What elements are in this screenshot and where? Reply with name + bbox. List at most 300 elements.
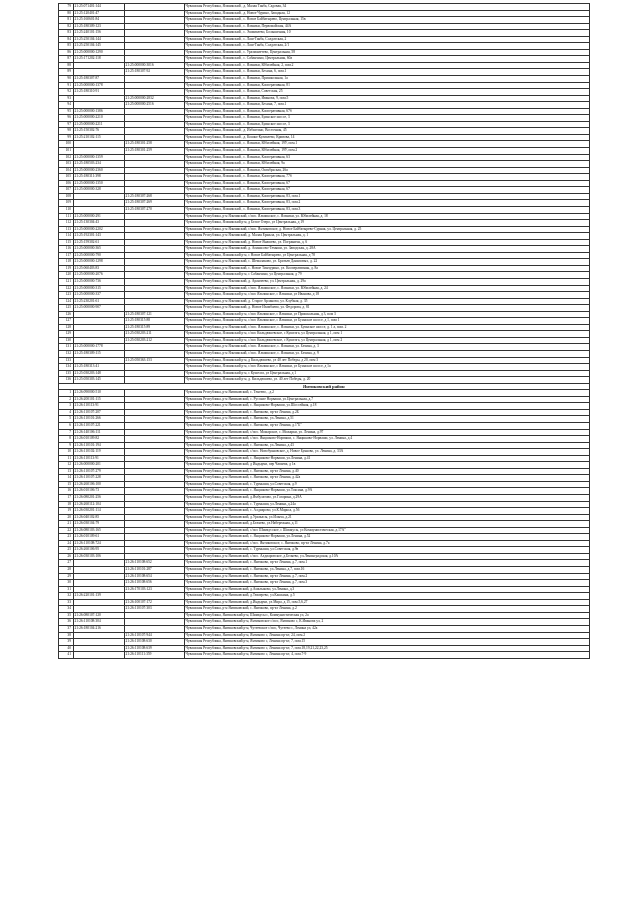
address: Чувашская Республика, р-н Яльчикский, д. Малая Ерыкла, ул. Центральная, д. 1 xyxy=(184,233,589,240)
row-number: 96 xyxy=(59,115,74,122)
land-cadastral-number: 21:25:000000:1290 xyxy=(73,49,124,56)
row-number: 121 xyxy=(59,278,74,285)
row-number: 33 xyxy=(59,599,74,606)
address: Чувашская Республика, Яльчикский р-н, с/пос Кильдюшевское, с Кушелга, ул Центральная, д 1, пом 1 xyxy=(184,331,589,338)
row-number: 106 xyxy=(59,180,74,187)
address: Чувашская Республика, р-н Янтиковский, с/пос. Можарское, с. Можарки, ул. Ленина, д.97 xyxy=(184,429,589,436)
building-cadastral-number: 21:25:180315:89 xyxy=(124,324,184,331)
land-cadastral-number: 21:25:159302:61 xyxy=(73,239,124,246)
address: Чувашская Республика, р-н Яльчикский, с. Новое Тинчурино, ул. Кооперативная, д. 8а xyxy=(184,265,589,272)
building-cadastral-number: 21:26:100107:172 xyxy=(124,599,184,606)
row-number: 103 xyxy=(59,161,74,168)
address: Чувашская Республика, Яльчикский , с. Яльчики, Кооперативная, 67 xyxy=(184,187,589,194)
row-number: 132 xyxy=(59,350,74,357)
land-cadastral-number: 21:25:160601:84 xyxy=(73,17,124,24)
land-cadastral-number: 21:26:110107:228 xyxy=(73,475,124,482)
address: Чувашская Республика, Яльчикский , с. Лаш-Таяба, Солдатская, 2/1 xyxy=(184,43,589,50)
row-number: 34 xyxy=(59,606,74,613)
address: Чувашская Республика, р-н Яльчикский, с/пос. Янтиковское, д. Новое Байбатырево-Сурняк, ул. Центральная, д. 25 xyxy=(184,226,589,233)
land-cadastral-number: 21:26:030201:114 xyxy=(73,508,124,515)
row-number: 83 xyxy=(59,30,74,37)
row-number: 6 xyxy=(59,423,74,430)
land-cadastral-number: 21:25:180503:234 xyxy=(73,161,124,168)
address: Чувашская Республика, р-н Янтиковский, с/пос. Янтиковское, с. Янтиково, пр-кт Ленина, д.7а xyxy=(184,540,589,547)
building-cadastral-number: 21:26:110107:303 xyxy=(124,606,184,613)
row-number: 18 xyxy=(59,501,74,508)
address: Чувашская Республика, Яльчикский р-н, д Кильдюшево, ул 40 лет Победы, д 20, пом 3 xyxy=(184,357,589,364)
land-cadastral-number: 21:26:200101:115 xyxy=(73,396,124,403)
row-number: 14 xyxy=(59,475,74,482)
land-cadastral-number: 21:25:230201:61 xyxy=(73,298,124,305)
building-cadastral-number: 21:25:180307:268 xyxy=(124,193,184,200)
address: Чувашская Республика, Яльчикский , с. Яльчики, Бехина, 7, пом.1 xyxy=(184,102,589,109)
row-number: 125 xyxy=(59,305,74,312)
address: Чувашская Республика, Яльчикский р-н, с/пос Кильдюшевское, с Кушелга, ул Центральная, д 1, пом 2 xyxy=(184,337,589,344)
land-cadastral-number: 21:26:140106:111 xyxy=(73,429,124,436)
row-number: 95 xyxy=(59,108,74,115)
address: Чувашская Республика, Яльчикский , с. Яльчики, Кооперативная, 77б xyxy=(184,174,589,181)
land-cadastral-number: 21:25:000000:365 xyxy=(73,246,124,253)
address: Чувашская Республика, Яльчикский , с. Яльчики, Юбилейная, 9а xyxy=(184,161,589,168)
land-cadastral-number: 21:25:000000:736 xyxy=(73,278,124,285)
address: Чувашская Республика, Яльчикский , с. Яльчики, Кооперативная, 63 xyxy=(184,154,589,161)
address: Чувашская Республика, Яльчикский р-н, с/пос Яльчикское, с Яльчики, ул Пришкольная, д 3, пом 3 xyxy=(184,311,589,318)
address: Чувашская Республика, Яльчикский , с. Сабанчино, Центральная, 60а xyxy=(184,56,589,63)
yantikovo-district-rows xyxy=(59,390,590,658)
address: Чувашская Республика, Яльчикский , с. Яльчики, Первомайская, 44А xyxy=(184,23,589,30)
address: Чувашская Республика, Яльчикский р-н, д Белое Озеро, ул Центральная, д 19 xyxy=(184,220,589,227)
land-cadastral-number: 21:25:000000:1350 xyxy=(73,180,124,187)
row-number: 98 xyxy=(59,128,74,135)
land-cadastral-number: 21:25:000000:1378 xyxy=(73,82,124,89)
address: Чувашская Республика, Яльчикский , с. Яльчики, Буинское шоссе, 3 xyxy=(184,121,589,128)
building-cadastral-number: 21:25:030203:211 xyxy=(124,331,184,338)
land-cadastral-number: 21:25:000000:790 xyxy=(73,252,124,259)
row-number: 81 xyxy=(59,17,74,24)
land-cadastral-number: 21:25:071401:144 xyxy=(73,4,124,11)
address: Чувашская Республика, р-н Янтиковский, с. Янтиково, ул.Ленина, д.7, пом.16 xyxy=(184,567,589,574)
row-number: 26 xyxy=(59,553,74,560)
land-cadastral-number xyxy=(73,652,124,659)
row-number: 126 xyxy=(59,311,74,318)
land-cadastral-number: 21:25:120401:47 xyxy=(73,10,124,17)
row-number: 112 xyxy=(59,220,74,227)
land-cadastral-number: 21:25:000000:291 xyxy=(73,213,124,220)
land-cadastral-number: 21:25:130304:43 xyxy=(73,220,124,227)
land-cadastral-number: 21:25:000000:315 xyxy=(73,285,124,292)
land-cadastral-number: 21:26:110108:724 xyxy=(73,540,124,547)
building-cadastral-number: 21:26:110108:656 xyxy=(124,580,184,587)
land-cadastral-number: 21:26:260106:95 xyxy=(73,547,124,554)
address: Чувашская Республика, Яльчикский , с. Яльчики, Иванова, 9, пом.5 xyxy=(184,95,589,102)
building-cadastral-number: 21:26:110108:654 xyxy=(124,573,184,580)
row-number: 104 xyxy=(59,167,74,174)
address: Чувашская Республика, р-н Яльчикский, с/пос. Яльчикское, с. Яльчики, ул. Бехина, д. 3 xyxy=(184,344,589,351)
address: Чувашская Республика, Янтиковский р-н, Янтиково с, Ленина пр-кт, 7, пом.15 xyxy=(184,639,589,646)
address: Чувашская Республика, Яльчикский , с. Новое Байбатырево, Центральная, 15в xyxy=(184,17,589,24)
row-number: 135 xyxy=(59,370,74,377)
row-number: 8 xyxy=(59,436,74,443)
address: Чувашская Республика, Яльчикский , с. Яльчики, Октябрьская, 26а xyxy=(184,167,589,174)
address: Чувашская Республика, р-н Янтиковский, с. Янтиково, пр-кт Ленина, д.42а xyxy=(184,475,589,482)
row-number: 99 xyxy=(59,134,74,141)
address: Чувашская Республика, р-н Янтиковский, с. Турмыши, ул.Советская, д.9 xyxy=(184,481,589,488)
address: Чувашская Республика, Яльчикский , д. Новое Чурино, Западная, 12 xyxy=(184,10,589,17)
registry-document xyxy=(58,3,584,659)
land-cadastral-number: 21:26:000000:201 xyxy=(73,462,124,469)
row-number: 9 xyxy=(59,442,74,449)
row-number: 10 xyxy=(59,449,74,456)
address: Чувашская Республика, р-н Янтиковский, с. Янтиково, пр-кт Ленина, д.7, пом.3 xyxy=(184,580,589,587)
land-cadastral-number: 21:25:171202:118 xyxy=(73,56,124,63)
row-number: 111 xyxy=(59,213,74,220)
building-cadastral-number: 21:25:180307:269 xyxy=(124,200,184,207)
row-number: 113 xyxy=(59,226,74,233)
land-cadastral-number: 21:26:010106:73 xyxy=(73,488,124,495)
row-number: 23 xyxy=(59,534,74,541)
row-number: 91 xyxy=(59,82,74,89)
row-number: 131 xyxy=(59,344,74,351)
table-row xyxy=(59,652,590,659)
row-number: 110 xyxy=(59,206,74,213)
address: Чувашская Республика, Яльчикский р-н, с/пос Яльчикское, с Яльчики, ул Буинское шоссе, д 1а xyxy=(184,364,589,371)
row-number: 117 xyxy=(59,252,74,259)
address: Чувашская Республика, р-н Янтиковский, с. Янтиково, пр-кт Ленина, д.7, пом.2 xyxy=(184,573,589,580)
land-cadastral-number: 21:26:010109:61 xyxy=(73,534,124,541)
row-number: 108 xyxy=(59,193,74,200)
address: Чувашская Республика, Янтиковский р-н, Янтиково с, Ленина пр-кт, 7, пом.18,19,21,22,23,25 xyxy=(184,645,589,652)
land-cadastral-number: 21:25:000000:1359 xyxy=(73,154,124,161)
land-cadastral-number: 21:26:080201:256 xyxy=(73,495,124,502)
row-number: 27 xyxy=(59,560,74,567)
row-number: 120 xyxy=(59,272,74,279)
row-number: 133 xyxy=(59,357,74,364)
address: Чувашская Республика, р-н Янтиковский, д.Уразкасы, ул.Илыча, д.21 xyxy=(184,514,589,521)
row-number: 29 xyxy=(59,573,74,580)
address: Чувашская Республика, р-н Яльчикский, д. Аранчеево, ул. Центральная, д. 29а xyxy=(184,278,589,285)
land-cadastral-number: 21:25:000000:1386 xyxy=(73,108,124,115)
address: Чувашская Республика, р-н Янтиковский, д.Индырчи, ул.Мира, д.15, пом.5,6,27 xyxy=(184,599,589,606)
address: Чувашская Республика, р-н Яльчикский, д. Старое Арланово, ул. Клубная, д. 35 xyxy=(184,298,589,305)
row-number: 114 xyxy=(59,233,74,240)
address: Чувашская Республика, Янтиковский р-н, Шимкусы с, Коммунистическая ул, 2а xyxy=(184,612,589,619)
land-cadastral-number: 21:26:010109:82 xyxy=(73,436,124,443)
row-number: 123 xyxy=(59,292,74,299)
address: Чувашская Республика, р-н Яльчикский, с/пос. Яльчикское, с. Яльчики, ул. Бехина, д. 9 xyxy=(184,350,589,357)
address: Чувашская Республика, р-н Янтиковский, с. Турмыши, ул.Ленина, д.24а xyxy=(184,501,589,508)
building-cadastral-number: 21:25:180301:259 xyxy=(124,148,184,155)
row-number: 32 xyxy=(59,593,74,600)
address: Чувашская Республика, Янтиковский р-н, Янтиково с, Ленина пр-кт, 24, пом.2 xyxy=(184,632,589,639)
row-number: 35 xyxy=(59,612,74,619)
row-number: 24 xyxy=(59,540,74,547)
row-number: 124 xyxy=(59,298,74,305)
address: Чувашская Республика, Яльчикский , с. Яльчики, Кооперативная, 81 xyxy=(184,82,589,89)
land-cadastral-number: 21:26:110108:304 xyxy=(73,619,124,626)
address: Чувашская Республика, р-н Янтиковский, с. Янтиково, пр-кт Ленина, д.2Б xyxy=(184,409,589,416)
row-number: 94 xyxy=(59,102,74,109)
address: Чувашская Республика, р-н Янтиковский, с. Тенеево, , д.2 xyxy=(184,390,589,397)
address: Чувашская Республика, р-н Янтиковский, с/пос Шимкусское, с Шимкусы, ул Коммунистическая, д.17А" xyxy=(184,527,589,534)
row-number: 36 xyxy=(59,619,74,626)
building-cadastral-number: 21:26:110107:944 xyxy=(124,632,184,639)
row-number: 101 xyxy=(59,148,74,155)
land-cadastral-number: 21:26:110101:194 xyxy=(73,442,124,449)
address: Чувашская Республика, Яльчикский , д. Малая Таяба, Садовая, 34 xyxy=(184,4,589,11)
building-cadastral-number: 21:26:110108:652 xyxy=(124,560,184,567)
row-number: 25 xyxy=(59,547,74,554)
row-number: 93 xyxy=(59,95,74,102)
address: Чувашская Республика, Яльчикский , с. Яльчики, Юбилейная, 19У, пом.1 xyxy=(184,141,589,148)
address: Чувашская Республика, Янтиковский р-н, Янтиково с, Ленина пр-кт, 4, пом.7-9 xyxy=(184,652,589,659)
section-title: Янтиковский район xyxy=(59,383,590,390)
row-number: 2 xyxy=(59,396,74,403)
land-cadastral-number: 21:25:000000:907 xyxy=(73,305,124,312)
land-cadastral-number: 21:26:110107:221 xyxy=(73,423,124,430)
row-number: 21 xyxy=(59,521,74,528)
building-cadastral-number: 21:26:110101:287 xyxy=(124,567,184,574)
land-cadastral-number: 21:25:000000:328 xyxy=(73,187,124,194)
land-cadastral-number: 21:25:150302:76 xyxy=(73,128,124,135)
land-cadastral-number: 21:25:060403:83 xyxy=(73,265,124,272)
row-number: 122 xyxy=(59,285,74,292)
address: Чувашская Республика, Яльчикский , д. Избахтино, Восточная, 45 xyxy=(184,128,589,135)
land-cadastral-number: 21:26:080107:120 xyxy=(73,612,124,619)
land-cadastral-number: 21:25:250104:144 xyxy=(73,36,124,43)
address: Чувашская Республика, Яльчикский , с. Яльчики, Кооперативная, 67 xyxy=(184,180,589,187)
land-cadastral-number: 21:25:210102:115 xyxy=(73,134,124,141)
address: Чувашская Республика, р-н Янтиковский, д Индырчи, пер Чапаева, д 1в xyxy=(184,462,589,469)
land-cadastral-number: 21:25:000000:2211 xyxy=(73,121,124,128)
land-cadastral-number: 21:25:000000:1778 xyxy=(73,344,124,351)
land-cadastral-number: 21:25:180310:91 xyxy=(73,89,124,96)
land-cadastral-number: 21:26:260112:104 xyxy=(73,501,124,508)
row-number: 107 xyxy=(59,187,74,194)
land-cadastral-number: 21:26:110107:279 xyxy=(73,468,124,475)
row-number: 16 xyxy=(59,488,74,495)
address: Чувашская Республика, р-н Яльчикский, д. Новое Изамбаево, ул. Федорова, д. 81 xyxy=(184,305,589,312)
land-cadastral-number: 21:25:240101:156 xyxy=(73,30,124,37)
address: Чувашская Республика, Яльчикский р-н, с Новое Байбатырево, ул Центральная, д 78 xyxy=(184,252,589,259)
land-cadastral-number: 21:25:180311:398 xyxy=(73,174,124,181)
address: Чувашская Республика, р-н Яльчикский, д. Новое Янашево, ул. Пограничн, д. 6 xyxy=(184,239,589,246)
row-number: 128 xyxy=(59,324,74,331)
address: Чувашская Республика, Яльчикский , с. Яльчики, Кооперативная, 83, пом.3 xyxy=(184,206,589,213)
row-number: 127 xyxy=(59,318,74,325)
row-number: 92 xyxy=(59,89,74,96)
row-number: 1 xyxy=(59,390,74,397)
address: Чувашская Республика, р-н Янтиковский, с. Русские Норваши, ул.Центральная, д.7 xyxy=(184,396,589,403)
property-registry-table xyxy=(58,3,590,659)
address: Чувашская Республика, р-н Янтиковский, с. Янцшково-Норваши, ул.Токсина, д.9А xyxy=(184,488,589,495)
row-number: 119 xyxy=(59,265,74,272)
land-cadastral-number: 21:25:030203:148 xyxy=(73,370,124,377)
address: Чувашская Республика, Яльчикский , с. Яльчики, Бехина, 6, пом.1 xyxy=(184,69,589,76)
row-number: 88 xyxy=(59,62,74,69)
address: Чувашская Республика, Яльчикский , с. Яльчики, Кооперативная, 83, пом.2 xyxy=(184,200,589,207)
row-number: 82 xyxy=(59,23,74,30)
row-number: 17 xyxy=(59,495,74,502)
building-cadastral-number: 21:25:000000:2516 xyxy=(124,102,184,109)
address: Чувашская Республика, р-н Янтиковский, с/пос. Алдиаровское, д.Беляево, ул.Ленинградская, д.10А xyxy=(184,553,589,560)
address: Чувашская Республика, р-н Янтиковский, с/пос. Новобуяновское, д. Новое Буяново, ул. Ленина, д. 33А xyxy=(184,449,589,456)
land-cadastral-number: 21:25:180309:115 xyxy=(73,350,124,357)
address: Чувашская Республика, р-н Янтиковский, с. Янтиково, ул.Ленина, д.51 xyxy=(184,416,589,423)
building-cadastral-number: 21:26:110111:359 xyxy=(124,652,184,659)
address: Чувашская Республика, р-н Яльчикский, с/пос. Яльчикское, с. Яльчики, ул. Юбилейная, д. 24 xyxy=(184,285,589,292)
building-cadastral-number: 21:25:180307:121 xyxy=(124,311,184,318)
land-cadastral-number: 21:25:000000:2076 xyxy=(73,272,124,279)
land-cadastral-number: 21:26:220101:139 xyxy=(73,593,124,600)
address: Чувашская Республика, р-н Янтиковский, д.Амалыково, ул.Ленина, д.3 xyxy=(184,586,589,593)
address: Чувашская Республика, Яльчикский р-н, с/пос Яльчикское, с Яльчики, ул Иванова, д 18 xyxy=(184,292,589,299)
row-number: 11 xyxy=(59,455,74,462)
row-number: 4 xyxy=(59,409,74,416)
address: Чувашская Республика, р-н Яльчикский, с/пос. Яльчикское, с. Яльчики, ул. Буинское шоссе, д. 1 а, пом. 2 xyxy=(184,324,589,331)
land-cadastral-number: 21:25:000000:2210 xyxy=(73,115,124,122)
address: Чувашская Республика, Янтиковский р-н, Чутеевское с/пос, Чутеево с, Ленина ул, 42а xyxy=(184,625,589,632)
land-cadastral-number: 21:25:250104:145 xyxy=(73,43,124,50)
address: Чувашская Республика, Яльчикский , с. Яльчики, Пришкольная, 1а xyxy=(184,76,589,83)
address: Чувашская Республика, Янтиковский р-н, Янтиковское с/пос, Янтиково с, К.Иванова ул, 2 xyxy=(184,619,589,626)
row-number: 118 xyxy=(59,259,74,266)
row-number: 31 xyxy=(59,586,74,593)
address: Чувашская Республика, Яльчикский , с. Яльчики, Кооперативная, 67б xyxy=(184,108,589,115)
address: Чувашская Республика, р-н Янтиковский, с. Янтиково, пр-кт Ленина, д.1"Б" xyxy=(184,423,589,430)
land-cadastral-number: 21:26:110113:91 xyxy=(73,455,124,462)
building-cadastral-number: 21:26:110108:639 xyxy=(124,645,184,652)
land-cadastral-number: 21:26:110102:119 xyxy=(73,449,124,456)
land-cadastral-number: 21:26:110107:207 xyxy=(73,409,124,416)
address: Чувашская Республика, Яльчикский , с. Яльчики, Кооперативная, 83, пом.1 xyxy=(184,193,589,200)
row-number: 105 xyxy=(59,174,74,181)
address: Чувашская Республика, р-н Янтиковский, с. Янцшково-Норваши, ул.Шоссейная, д.18 xyxy=(184,403,589,410)
row-number: 39 xyxy=(59,639,74,646)
land-cadastral-number: 21:25:180313:41 xyxy=(73,364,124,371)
row-number: 115 xyxy=(59,239,74,246)
address: Чувашская Республика, р-н Янтиковский, с. Янтиково, пр-кт Ленина, д.2 xyxy=(184,606,589,613)
land-cadastral-number: 21:25:180307:87 xyxy=(73,76,124,83)
row-number: 134 xyxy=(59,364,74,371)
address: Чувашская Республика, Яльчикский , с. Уразмаметево, Центральная, 58 xyxy=(184,49,589,56)
building-cadastral-number: 21:26:170103:123 xyxy=(124,586,184,593)
address: Чувашская Республика, р-н Янтиковский, с. Янцшково-Норваши, ул.Ленина, д.52 xyxy=(184,534,589,541)
row-number: 136 xyxy=(59,377,74,384)
row-number: 89 xyxy=(59,69,74,76)
building-cadastral-number: 21:25:000000:3016 xyxy=(124,62,184,69)
row-number: 102 xyxy=(59,154,74,161)
address: Чувашская Республика, р-н Яльчикский, с. Шемалаково, ул. Братьев Даниловых, д. 22 xyxy=(184,259,589,266)
row-number: 97 xyxy=(59,121,74,128)
row-number: 19 xyxy=(59,508,74,515)
address: Чувашская Республика, р-н Янтиковский, д.Беляево, ул.Набережная, д.11 xyxy=(184,521,589,528)
land-cadastral-number: 21:26:040102:85 xyxy=(73,514,124,521)
row-number: 13 xyxy=(59,468,74,475)
row-number: 41 xyxy=(59,652,74,659)
land-cadastral-number: 21:25:180309:123 xyxy=(73,23,124,30)
address: Чувашская Республика, Яльчикский р-н, д. Кильдюшево, ул. 40 лет Победы, д. 20 xyxy=(184,377,589,384)
row-number: 87 xyxy=(59,56,74,63)
land-cadastral-number: 21:25:000000:1298 xyxy=(73,259,124,266)
address: Чувашская Республика, Яльчикский р-н, с/пос Яльчикское, с Яльчики, ул Буинское шоссе, д 1, пом 1 xyxy=(184,318,589,325)
row-number: 37 xyxy=(59,625,74,632)
land-cadastral-number: 21:26:030104:79 xyxy=(73,521,124,528)
address: Чувашская Республика, Яльчикский , с. Яльчики, Советская, 25 xyxy=(184,89,589,96)
land-cadastral-number: 21:25:000000:2202 xyxy=(73,226,124,233)
row-number: 30 xyxy=(59,580,74,587)
address: Чувашская Республика, Яльчикский , д. Кошки-Куликеево, Кривова, 14 xyxy=(184,134,589,141)
row-number: 15 xyxy=(59,481,74,488)
land-cadastral-number: 21:26:080103:165 xyxy=(73,527,124,534)
row-number: 90 xyxy=(59,76,74,83)
row-number: 84 xyxy=(59,36,74,43)
building-cadastral-number: 21:25:000000:2832 xyxy=(124,95,184,102)
land-cadastral-number: 21:26:110101:266 xyxy=(73,416,124,423)
building-cadastral-number: 21:25:180301:258 xyxy=(124,141,184,148)
row-number: 80 xyxy=(59,10,74,17)
row-number: 20 xyxy=(59,514,74,521)
address: Чувашская Республика, Яльчикский , с. Лаш-Таяба, Солдатская, 2 xyxy=(184,36,589,43)
address: Чувашская Республика, Яльчикский , с. Эшмикеево, Большичная, 10 xyxy=(184,30,589,37)
row-number: 86 xyxy=(59,49,74,56)
land-cadastral-number: 21:26:090000:510 xyxy=(73,390,124,397)
row-number: 130 xyxy=(59,337,74,344)
land-cadastral-number: 21:25:000000:2360 xyxy=(73,167,124,174)
address: Чувашская Республика, р-н Янтиковский, с/пос. Янцшково-Норваши, с. Янцшково-Норваши, ул. Ленина, д.4 xyxy=(184,436,589,443)
address: Чувашская Республика, р-н Янтиковский, с. Янтиково, пр-кт Ленина, д.7, пом.1 xyxy=(184,560,589,567)
land-cadastral-number: 21:26:260106:100 xyxy=(73,481,124,488)
address: Чувашская Республика, Яльчикский , с. Яльчики, Юбилейная, 2, пом.2 xyxy=(184,62,589,69)
row-number: 5 xyxy=(59,416,74,423)
row-number: 38 xyxy=(59,632,74,639)
building-cadastral-number: 21:25:180307:92 xyxy=(124,69,184,76)
land-cadastral-number: 21:26:180104:216 xyxy=(73,625,124,632)
row-number: 79 xyxy=(59,4,74,11)
address: Чувашская Республика, Яльчикский р-н, с Кушелга, ул Центральная, д 1 xyxy=(184,370,589,377)
address: Чувашская Республика, р-н Янтиковский, д.Тюмерево, ул.Кашкина, д.5 xyxy=(184,593,589,600)
address: Чувашская Республика, р-н Янтиковский, с. Алдиарово, ул.К.Маркса, д.56 xyxy=(184,508,589,515)
address: Чувашская Республика, р-н Янтиковский, д.Ямбулатово, ул.Гагарина, д.29А xyxy=(184,495,589,502)
address: Чувашская Республика, р-н Янтиковский, с. Янтиково, ул.Ленина, д.43 xyxy=(184,442,589,449)
row-number: 28 xyxy=(59,567,74,574)
building-cadastral-number: 21:25:180315:88 xyxy=(124,318,184,325)
row-number: 100 xyxy=(59,141,74,148)
row-number: 3 xyxy=(59,403,74,410)
address: Чувашская Республика, р-н Янтиковский, с. Турмыши, ул.Советская, д.9в xyxy=(184,547,589,554)
yalchiki-district-rows xyxy=(59,4,590,384)
row-number: 12 xyxy=(59,462,74,469)
land-cadastral-number: 21:25:192301:143 xyxy=(73,233,124,240)
row-number: 40 xyxy=(59,645,74,652)
land-cadastral-number: 21:26:030103:106 xyxy=(73,553,124,560)
land-cadastral-number: 21:25:050303:145 xyxy=(73,377,124,384)
building-cadastral-number: 21:25:030203:212 xyxy=(124,337,184,344)
row-number: 22 xyxy=(59,527,74,534)
address: Чувашская Республика, р-н Яльчикский, д. Апанасово-Темяши, ул. Заводская, д. 28А xyxy=(184,246,589,253)
land-cadastral-number: 21:26:110113:91 xyxy=(73,403,124,410)
land-cadastral-number: 21:25:000000:337 xyxy=(73,292,124,299)
address: Чувашская Республика, Яльчикский , с. Яльчики, Буинское шоссе, 3 xyxy=(184,115,589,122)
address: Чувашская Республика, р-н Янтиковский, с. Янцшково-Норваши, ул.Ленина, д.41 xyxy=(184,455,589,462)
address: Чувашская Республика, р-н Яльчикский, с/пос. Яльчикское, с. Яльчики, ул. Юбилейная, д. 18 xyxy=(184,213,589,220)
address: Чувашская Республика, р-н Янтиковский, с. Янтиково, пр-кт Ленина, д.40 xyxy=(184,468,589,475)
row-number: 129 xyxy=(59,331,74,338)
building-cadastral-number: 21:25:180307:270 xyxy=(124,206,184,213)
row-number: 116 xyxy=(59,246,74,253)
building-cadastral-number: 21:26:110108:630 xyxy=(124,639,184,646)
row-number: 7 xyxy=(59,429,74,436)
address: Чувашская Республика, Яльчикский р-н, с Сабанчино, ул Центральная, д 79 xyxy=(184,272,589,279)
